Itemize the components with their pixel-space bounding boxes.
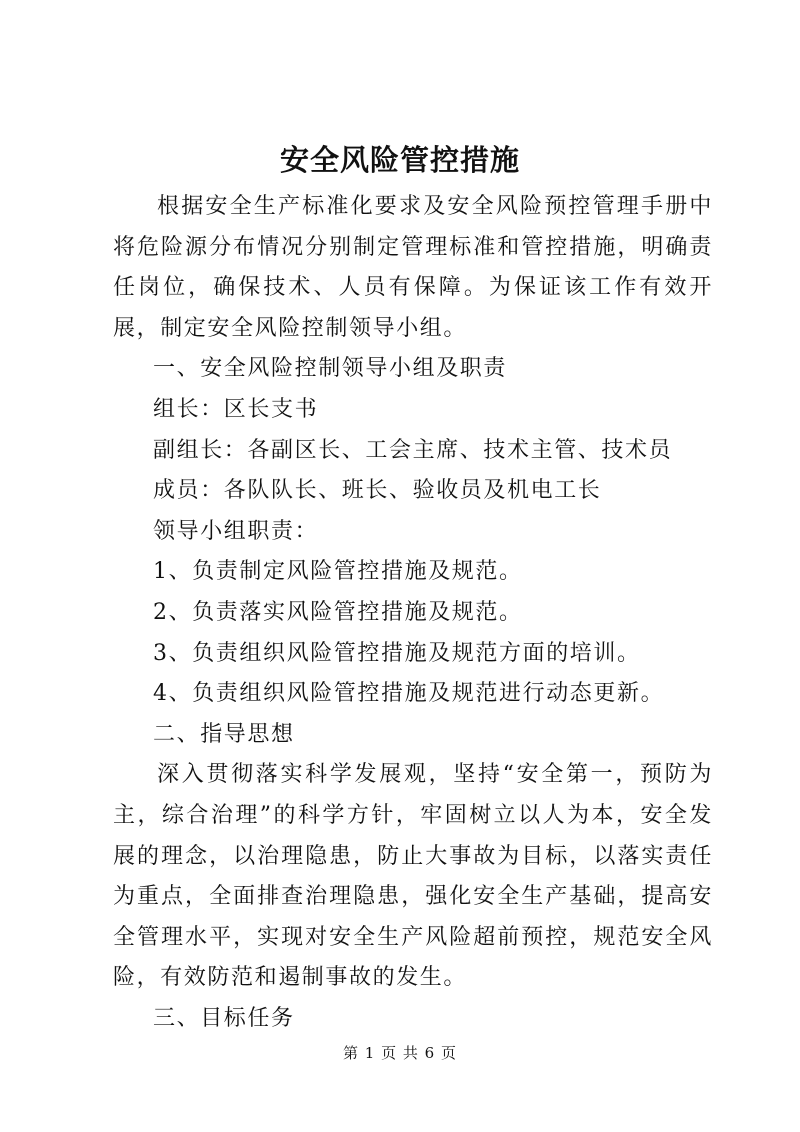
section-heading-1: 一、安全风险控制领导小组及职责: [153, 356, 508, 382]
guiding-thought-paragraph: 深入贯彻落实科学发展观，坚持“安全第一，预防为主，综合治理”的科学方针，牢固树立以人为本，安全发展的理念，以治理隐患，防止大事故为目标，以落实责任为重点，全面排查治理隐患，强化安全生产基础，提高安全管理水平，实现对安全生产风险超前预控，规范安全风险，有效防范和遏制事故的发生。: [113, 762, 713, 991]
section-heading-3: 三、目标任务: [153, 1005, 295, 1031]
section-heading-2: 二、指导思想: [153, 721, 295, 747]
duties-heading: 领导小组职责：: [153, 518, 319, 544]
deputy-leader-line: 副组长：各副区长、工会主席、技术主管、技术员: [153, 437, 673, 463]
members-line: 成员：各队队长、班长、验收员及机电工长: [153, 478, 602, 504]
duty-item-2: 2、负责落实风险管控措施及规范。: [153, 599, 523, 625]
page-footer: 第 1 页 共 6 页: [343, 1044, 457, 1062]
duty-item-1: 1、负责制定风险管控措施及规范。: [153, 559, 523, 585]
document-title: 安全风险管控措施: [279, 143, 520, 177]
duty-item-3: 3、负责组织风险管控措施及规范方面的培训。: [153, 640, 641, 666]
intro-paragraph: 根据安全生产标准化要求及安全风险预控管理手册中将危险源分布情况分别制定管理标准和管控措施，明确责任岗位，确保技术、人员有保障。为保证该工作有效开展，制定安全风险控制领导小组。: [113, 194, 713, 341]
duty-item-4: 4、负责组织风险管控措施及规范进行动态更新。: [153, 681, 665, 707]
leader-line: 组长：区长支书: [153, 396, 319, 422]
document-body: [113, 187, 713, 1039]
